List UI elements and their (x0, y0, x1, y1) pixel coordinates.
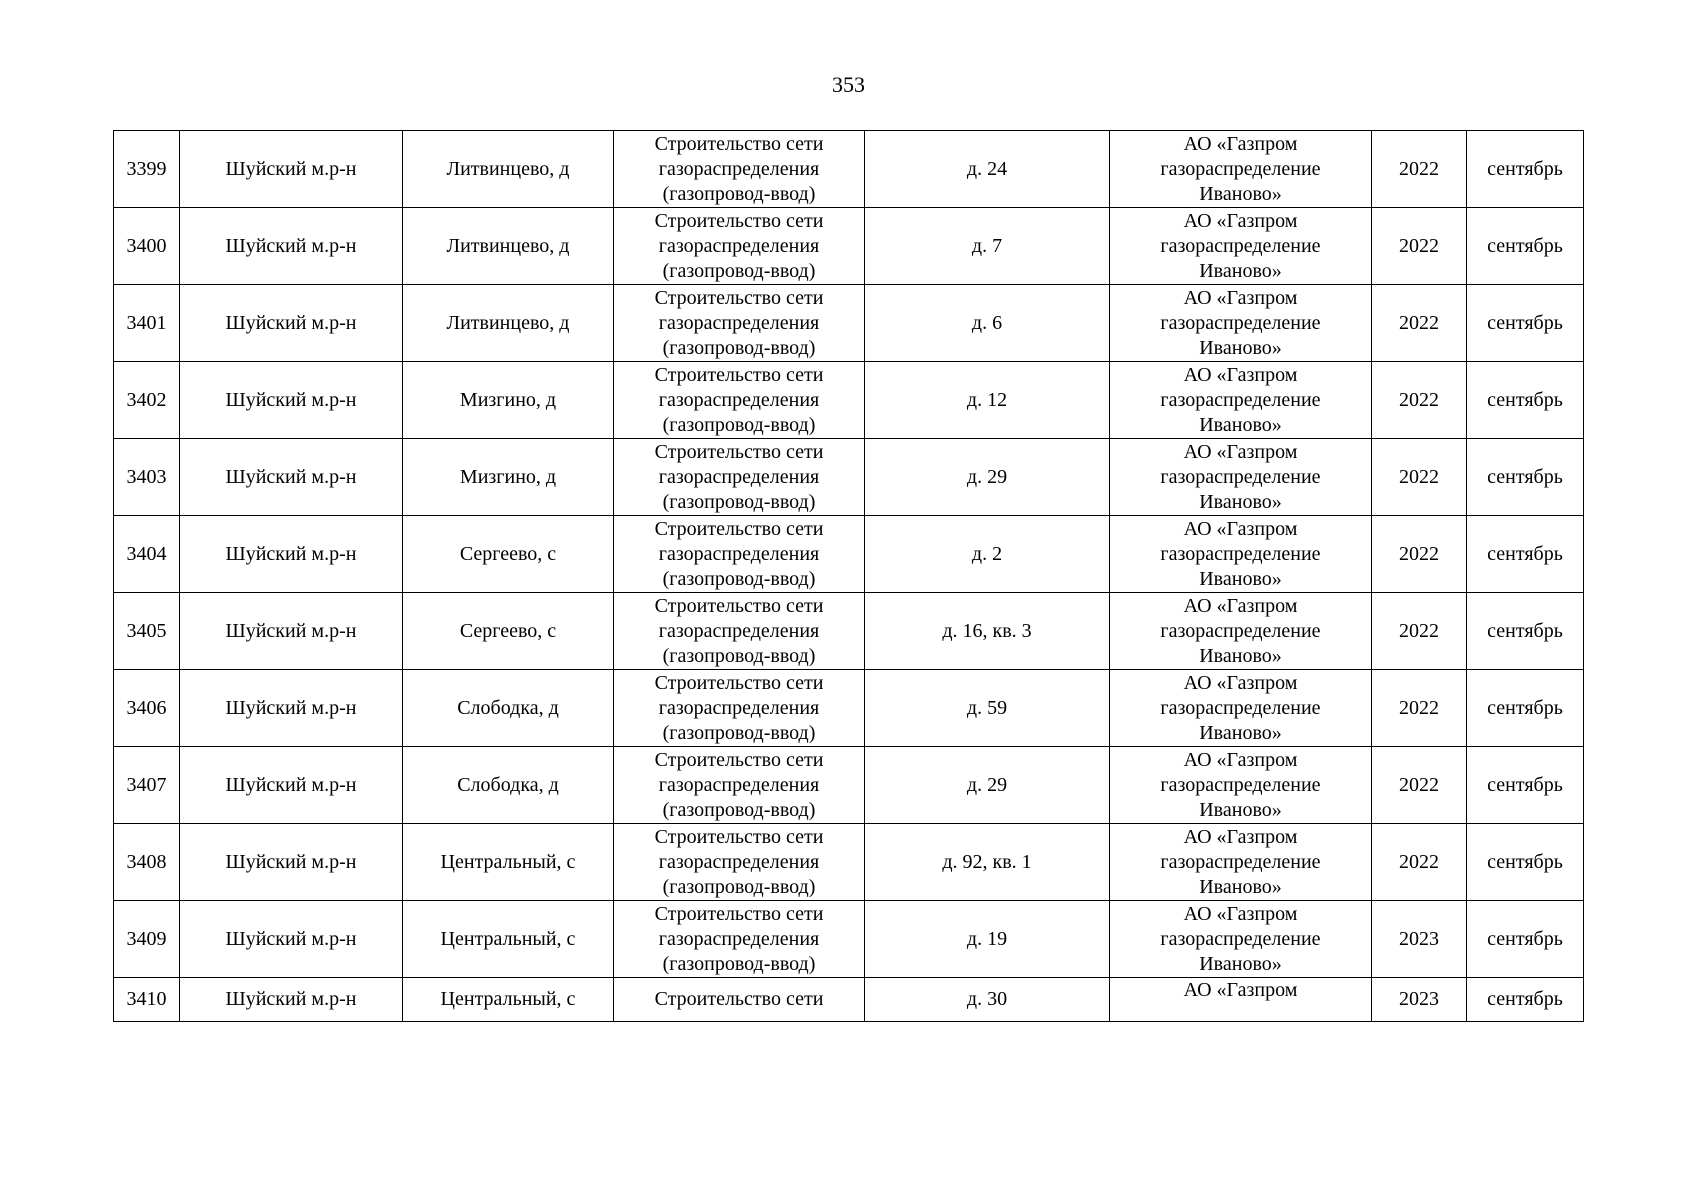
organization-cell (1110, 747, 1372, 824)
year-cell: 2022 (1372, 439, 1467, 516)
organization-line: АО «Газпром (1183, 517, 1298, 540)
table-row (114, 824, 1584, 901)
locality-cell: Центральный, с (403, 978, 614, 1022)
table-row (114, 208, 1584, 285)
organization-cell (1110, 978, 1372, 1022)
district-cell: Шуйский м.р-н (180, 747, 403, 824)
organization-cell (1110, 208, 1372, 285)
organization-line: АО «Газпром (1183, 440, 1298, 463)
work-type-line: (газопровод-ввод) (662, 875, 816, 898)
work-type-line: Строительство сети (654, 902, 824, 925)
work-type-cell (614, 516, 865, 593)
work-type-line: (газопровод-ввод) (662, 259, 816, 282)
organization-cell (1110, 285, 1372, 362)
table-row (114, 516, 1584, 593)
table-row (114, 901, 1584, 978)
year-cell: 2022 (1372, 285, 1467, 362)
locality-cell: Слободка, д (403, 670, 614, 747)
row-number-cell: 3400 (114, 208, 180, 285)
year-cell: 2023 (1372, 901, 1467, 978)
work-type-line: (газопровод-ввод) (662, 490, 816, 513)
locality-cell: Литвинцево, д (403, 208, 614, 285)
row-number-cell: 3402 (114, 362, 180, 439)
work-type-line: газораспределения (658, 234, 820, 257)
work-type-line: газораспределения (658, 542, 820, 565)
work-type-line: Строительство сети (654, 132, 824, 155)
organization-line: Иваново» (1199, 182, 1282, 205)
work-type-cell (614, 747, 865, 824)
organization-cell (1110, 439, 1372, 516)
district-cell: Шуйский м.р-н (180, 131, 403, 208)
locality-cell: Сергеево, с (403, 516, 614, 593)
work-type-line: Строительство сети (654, 594, 824, 617)
year-cell: 2022 (1372, 208, 1467, 285)
address-cell: д. 29 (865, 747, 1110, 824)
work-type-line: (газопровод-ввод) (662, 182, 816, 205)
year-cell: 2022 (1372, 362, 1467, 439)
locality-cell: Центральный, с (403, 901, 614, 978)
organization-line: АО «Газпром (1183, 209, 1298, 232)
work-type-line: газораспределения (658, 927, 820, 950)
month-cell: сентябрь (1467, 362, 1584, 439)
district-cell: Шуйский м.р-н (180, 670, 403, 747)
work-type-line: газораспределения (658, 157, 820, 180)
row-number-cell: 3409 (114, 901, 180, 978)
address-cell: д. 2 (865, 516, 1110, 593)
month-cell: сентябрь (1467, 131, 1584, 208)
work-type-line: Строительство сети (654, 825, 824, 848)
organization-cell (1110, 131, 1372, 208)
district-cell: Шуйский м.р-н (180, 978, 403, 1022)
organization-line: Иваново» (1199, 567, 1282, 590)
work-type-cell (614, 208, 865, 285)
organization-line: АО «Газпром (1183, 671, 1298, 694)
work-type-cell (614, 593, 865, 670)
address-cell: д. 92, кв. 1 (865, 824, 1110, 901)
organization-line: Иваново» (1199, 413, 1282, 436)
table-body (114, 131, 1584, 1022)
gasification-table (113, 130, 1584, 1022)
work-type-line: (газопровод-ввод) (662, 952, 816, 975)
work-type-line: (газопровод-ввод) (662, 567, 816, 590)
work-type-cell (614, 362, 865, 439)
address-cell: д. 24 (865, 131, 1110, 208)
work-type-line: (газопровод-ввод) (662, 644, 816, 667)
district-cell: Шуйский м.р-н (180, 362, 403, 439)
organization-line: АО «Газпром (1183, 748, 1298, 771)
organization-line: АО «Газпром (1183, 363, 1298, 386)
page-number: 353 (832, 72, 865, 97)
table-row (114, 131, 1584, 208)
organization-line: Иваново» (1199, 798, 1282, 821)
organization-cell (1110, 362, 1372, 439)
organization-line: АО «Газпром (1183, 132, 1298, 155)
organization-line: газораспределение (1160, 696, 1321, 719)
organization-cell (1110, 901, 1372, 978)
organization-cell (1110, 516, 1372, 593)
row-number-cell: 3404 (114, 516, 180, 593)
work-type-line: (газопровод-ввод) (662, 336, 816, 359)
locality-cell: Центральный, с (403, 824, 614, 901)
work-type-cell (614, 439, 865, 516)
month-cell: сентябрь (1467, 593, 1584, 670)
district-cell: Шуйский м.р-н (180, 824, 403, 901)
address-cell: д. 59 (865, 670, 1110, 747)
month-cell: сентябрь (1467, 208, 1584, 285)
row-number-cell: 3405 (114, 593, 180, 670)
organization-cell (1110, 670, 1372, 747)
table-row (114, 593, 1584, 670)
table-row (114, 439, 1584, 516)
table-row (114, 362, 1584, 439)
organization-line: газораспределение (1160, 388, 1321, 411)
table-row (114, 285, 1584, 362)
work-type-cell (614, 131, 865, 208)
district-cell: Шуйский м.р-н (180, 285, 403, 362)
row-number-cell: 3410 (114, 978, 180, 1022)
district-cell: Шуйский м.р-н (180, 208, 403, 285)
locality-cell: Литвинцево, д (403, 131, 614, 208)
month-cell: сентябрь (1467, 439, 1584, 516)
work-type-line: (газопровод-ввод) (662, 413, 816, 436)
year-cell: 2022 (1372, 824, 1467, 901)
address-cell: д. 12 (865, 362, 1110, 439)
organization-line: газораспределение (1160, 234, 1321, 257)
locality-cell: Мизгино, д (403, 439, 614, 516)
address-cell: д. 30 (865, 978, 1110, 1022)
address-cell: д. 16, кв. 3 (865, 593, 1110, 670)
work-type-line: Строительство сети (654, 440, 824, 463)
organization-line: Иваново» (1199, 721, 1282, 744)
month-cell: сентябрь (1467, 747, 1584, 824)
organization-line: Иваново» (1199, 336, 1282, 359)
year-cell: 2022 (1372, 516, 1467, 593)
work-type-line: газораспределения (658, 465, 820, 488)
row-number-cell: 3406 (114, 670, 180, 747)
month-cell: сентябрь (1467, 516, 1584, 593)
organization-line: газораспределение (1160, 157, 1321, 180)
month-cell: сентябрь (1467, 978, 1584, 1022)
work-type-line: (газопровод-ввод) (662, 798, 816, 821)
row-number-cell: 3408 (114, 824, 180, 901)
work-type-cell (614, 824, 865, 901)
month-cell: сентябрь (1467, 670, 1584, 747)
table-row (114, 670, 1584, 747)
organization-line: АО «Газпром (1183, 286, 1298, 309)
district-cell: Шуйский м.р-н (180, 516, 403, 593)
organization-line: газораспределение (1160, 465, 1321, 488)
year-cell: 2022 (1372, 593, 1467, 670)
work-type-cell (614, 285, 865, 362)
organization-line: газораспределение (1160, 619, 1321, 642)
work-type-line: газораспределения (658, 311, 820, 334)
row-number-cell: 3407 (114, 747, 180, 824)
organization-line: Иваново» (1199, 490, 1282, 513)
address-cell: д. 19 (865, 901, 1110, 978)
work-type-line: Строительство сети (654, 363, 824, 386)
organization-cell (1110, 593, 1372, 670)
address-cell: д. 29 (865, 439, 1110, 516)
month-cell: сентябрь (1467, 824, 1584, 901)
organization-line: Иваново» (1199, 952, 1282, 975)
organization-cell (1110, 824, 1372, 901)
work-type-line: газораспределения (658, 388, 820, 411)
district-cell: Шуйский м.р-н (180, 901, 403, 978)
month-cell: сентябрь (1467, 285, 1584, 362)
work-type-line: газораспределения (658, 850, 820, 873)
work-type-line: газораспределения (658, 696, 820, 719)
month-cell: сентябрь (1467, 901, 1584, 978)
row-number-cell: 3401 (114, 285, 180, 362)
locality-cell: Литвинцево, д (403, 285, 614, 362)
year-cell: 2022 (1372, 670, 1467, 747)
work-type-line: Строительство сети (654, 748, 824, 771)
work-type-line: Строительство сети (654, 671, 824, 694)
year-cell: 2022 (1372, 747, 1467, 824)
address-cell: д. 6 (865, 285, 1110, 362)
year-cell: 2023 (1372, 978, 1467, 1022)
locality-cell: Мизгино, д (403, 362, 614, 439)
organization-line: АО «Газпром (1183, 825, 1298, 848)
row-number-cell: 3403 (114, 439, 180, 516)
work-type-cell (614, 670, 865, 747)
organization-line: АО «Газпром (1183, 594, 1298, 617)
organization-line: газораспределение (1160, 850, 1321, 873)
locality-cell: Слободка, д (403, 747, 614, 824)
district-cell: Шуйский м.р-н (180, 593, 403, 670)
work-type-cell (614, 978, 865, 1022)
organization-line: газораспределение (1160, 311, 1321, 334)
organization-line: Иваново» (1199, 644, 1282, 667)
work-type-line: газораспределения (658, 619, 820, 642)
locality-cell: Сергеево, с (403, 593, 614, 670)
year-cell: 2022 (1372, 131, 1467, 208)
work-type-line: газораспределения (658, 773, 820, 796)
work-type-line: (газопровод-ввод) (662, 721, 816, 744)
organization-line: Иваново» (1199, 875, 1282, 898)
organization-line: газораспределение (1160, 927, 1321, 950)
work-type-cell (614, 901, 865, 978)
organization-line: АО «Газпром (1183, 979, 1298, 1001)
organization-line: газораспределение (1160, 542, 1321, 565)
work-type-line: Строительство сети (654, 988, 824, 1010)
organization-line: Иваново» (1199, 259, 1282, 282)
table-row (114, 978, 1584, 1022)
work-type-line: Строительство сети (654, 286, 824, 309)
organization-line: газораспределение (1160, 773, 1321, 796)
row-number-cell: 3399 (114, 131, 180, 208)
work-type-line: Строительство сети (654, 517, 824, 540)
organization-line: АО «Газпром (1183, 902, 1298, 925)
district-cell: Шуйский м.р-н (180, 439, 403, 516)
address-cell: д. 7 (865, 208, 1110, 285)
work-type-line: Строительство сети (654, 209, 824, 232)
table-row (114, 747, 1584, 824)
